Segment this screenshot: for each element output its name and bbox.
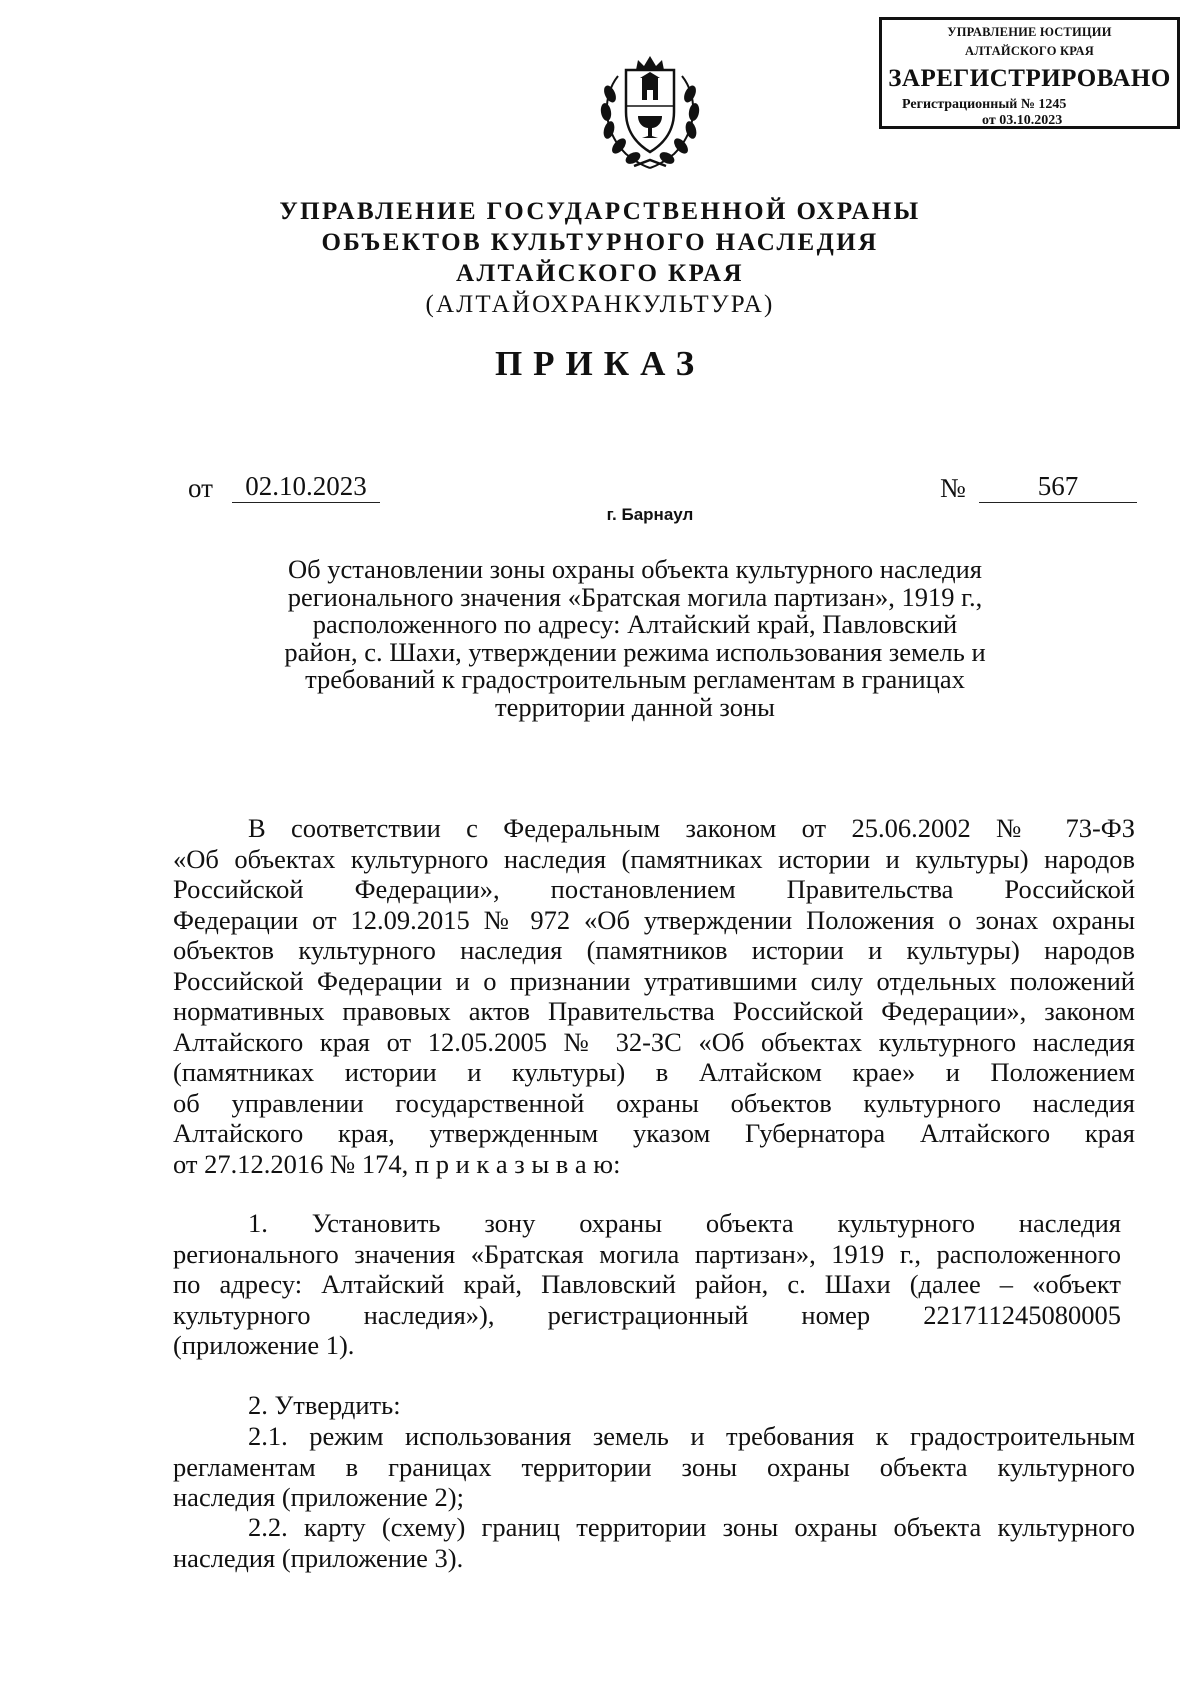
stamp-reg-number: Регистрационный № 1245 [902, 97, 1067, 112]
issuer-name-line2: ОБЪЕКТОВ КУЛЬТУРНОГО НАСЛЕДИЯ [321, 229, 879, 256]
preamble-line: Федерации от 12.09.2015 № 972 «Об утверждении Положения о зонах охраны [173, 904, 1135, 935]
preamble-paragraph [173, 813, 1135, 1179]
stamp-org-line1: УПРАВЛЕНИЕ ЮСТИЦИИ [947, 25, 1112, 39]
number-label: № [940, 473, 966, 503]
item-2-1-line: регламентам в границах территории зоны охраны объекта культурного [173, 1451, 1135, 1482]
item-2-2 [173, 1512, 1135, 1573]
preamble-line: Алтайского края, утвержденным указом Губернатора Алтайского края [173, 1118, 1135, 1148]
item-2-1-line: наследия (приложение 2); [173, 1482, 464, 1512]
order-number: 567 [979, 470, 1137, 503]
item-2-1-line: 2.1. режим использования земель и требования к градостроительным [248, 1421, 1135, 1451]
item-2-line: 2. Утвердить: [248, 1390, 401, 1420]
item-2-2-line: 2.2. карту (схему) границ территории зоны охраны объекта культурного [248, 1512, 1135, 1542]
preamble-line: нормативных правовых актов Правительства Российской Федерации», законом [173, 996, 1135, 1026]
preamble-line: от 27.12.2016 № 174, п р и к а з ы в а ю: [173, 1148, 621, 1179]
preamble-line: «Об объектах культурного наследия (памятниках истории и культуры) народов [173, 843, 1135, 874]
preamble-line: об управлении государственной охраны объектов культурного наследия [173, 1087, 1135, 1118]
item-2-2-line: наследия (приложение 3). [173, 1542, 464, 1573]
item-1 [173, 1208, 1121, 1361]
preamble-line: Алтайского края от 12.05.2005 № 32-ЗС «Об объектах культурного наследия [173, 1026, 1135, 1057]
registration-stamp [879, 17, 1180, 129]
item-1-line: (приложение 1). [173, 1330, 355, 1360]
stamp-status: ЗАРЕГИСТРИРОВАНО [888, 65, 1171, 92]
issue-city: г. Барнаул [606, 505, 694, 524]
preamble-line: Российской Федерации», постановлением Правительства Российской [173, 874, 1135, 904]
order-subject [240, 556, 1030, 721]
preamble-line: (памятниках истории и культуры) в Алтайском крае» и Положением [173, 1057, 1135, 1087]
stamp-org-line2: АЛТАЙСКОГО КРАЯ [965, 44, 1094, 58]
order-date: 02.10.2023 [232, 470, 380, 503]
item-1-line: культурного наследия»), регистрационный номер 221711245080005 [173, 1299, 1121, 1330]
issuer-name-line1: УПРАВЛЕНИЕ ГОСУДАРСТВЕННОЙ ОХРАНЫ [279, 198, 921, 225]
subject-line: расположенного по адресу: Алтайский край, Павловский [312, 609, 958, 639]
date-label: от [188, 473, 213, 503]
issuer-short-name: (АЛТАЙОХРАНКУЛЬТУРА) [425, 291, 775, 318]
item-1-line: регионального значения «Братская могила партизан», 1919 г., расположенного [173, 1238, 1121, 1269]
item-1-line: по адресу: Алтайский край, Павловский район, с. Шахи (далее – «объект [173, 1269, 1121, 1299]
subject-line: требований к градостроительным регламентам в границах [305, 664, 965, 694]
item-2 [173, 1390, 1135, 1421]
preamble-line: Российской Федерации и о признании утратившими силу отдельных положений [173, 965, 1135, 996]
subject-line: район, с. Шахи, утверждении режима использования земель и [284, 636, 986, 667]
altai-krai-coat-of-arms-icon [596, 48, 704, 172]
stamp-reg-date: от 03.10.2023 [982, 113, 1063, 128]
subject-line: Об установлении зоны охраны объекта культурного наследия [288, 554, 982, 584]
subject-line: территории данной зоны [495, 691, 775, 722]
item-1-line: 1. Установить зону охраны объекта культурного наследия [248, 1208, 1121, 1238]
issuer-name-line3: АЛТАЙСКОГО КРАЯ [456, 260, 744, 287]
subject-line: регионального значения «Братская могила партизан», 1919 г., [287, 581, 983, 612]
preamble-line: объектов культурного наследия (памятников истории и культуры) народов [173, 935, 1135, 965]
document-title: ПРИКАЗ [494, 344, 706, 383]
item-2-1 [173, 1421, 1135, 1513]
preamble-line: В соответствии с Федеральным законом от 25.06.2002 № 73-ФЗ [248, 813, 1135, 843]
